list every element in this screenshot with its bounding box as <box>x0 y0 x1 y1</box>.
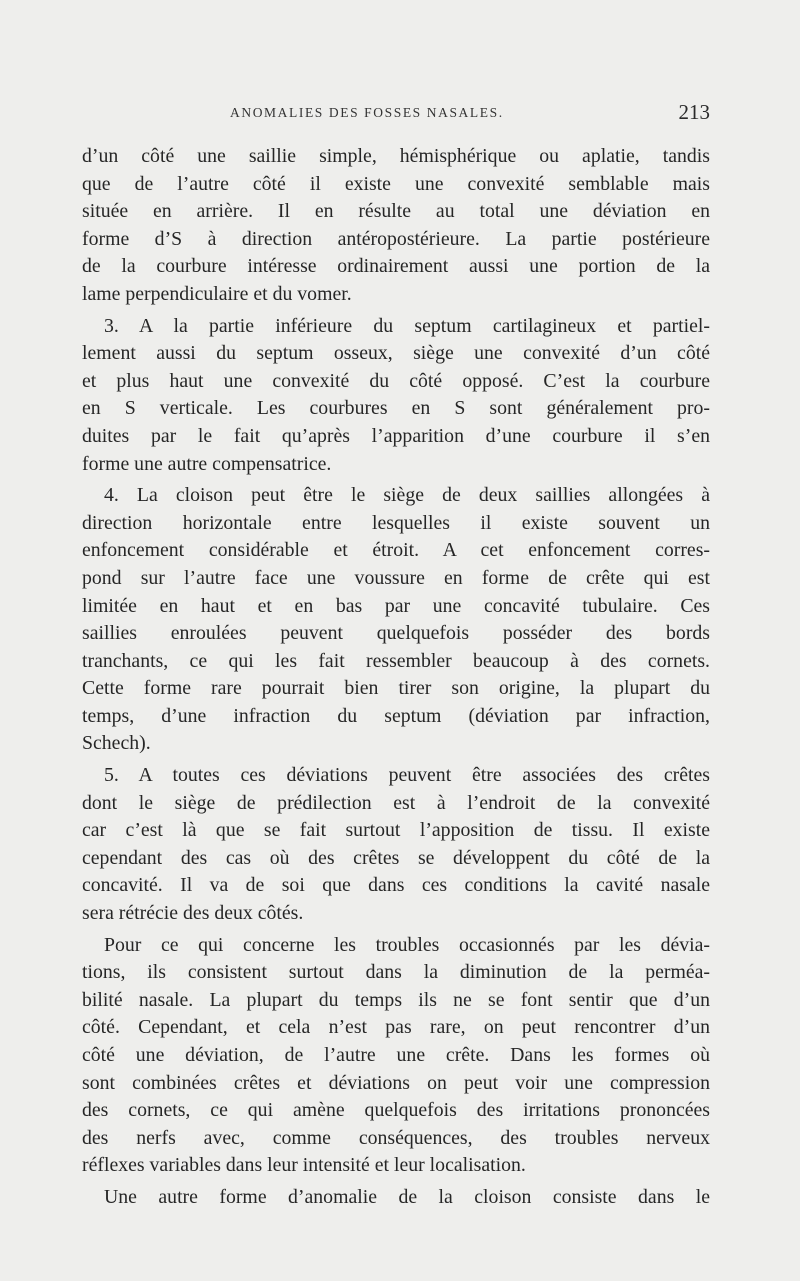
text-line: bilité nasale. La plupart du temps ils ne se font sentir que d’un <box>82 988 710 1011</box>
text-line: lement aussi du septum osseux, siège une convexité d’un côté <box>82 342 710 365</box>
text-line: cependant des cas où des crêtes se développent du côté de la <box>82 846 710 869</box>
text-line: limitée en haut et en bas par une concavité tubulaire. Ces <box>82 594 710 617</box>
text-line: Schech). <box>82 732 151 755</box>
text-line: pond sur l’autre face une voussure en forme de crête qui est <box>82 566 710 589</box>
text-line: Cette forme rare pourrait bien tirer son origine, la plupart du <box>82 677 710 700</box>
text-line: lame perpendiculaire et du vomer. <box>82 282 352 305</box>
text-line: car c’est là que se fait surtout l’apposition de tissu. Il existe <box>82 819 710 842</box>
text-line: 3. A la partie inférieure du septum cartilagineux et partiel- <box>104 314 710 337</box>
text-line: d’un côté une saillie simple, hémisphérique ou aplatie, tandis <box>82 145 710 167</box>
text-line: tions, ils consistent surtout dans la diminution de la perméa- <box>82 961 710 984</box>
text-line: côté. Cependant, et cela n’est pas rare, on peut rencontrer d’un <box>82 1016 710 1039</box>
text-line: réflexes variables dans leur intensité et leur localisation. <box>82 1154 526 1177</box>
text-line: située en arrière. Il en résulte au total une déviation en <box>82 200 710 223</box>
paragraph <box>82 932 710 1180</box>
paragraph <box>82 482 710 758</box>
running-head <box>82 100 710 133</box>
text-line: saillies enroulées peuvent quelquefois posséder des bords <box>82 622 710 645</box>
text-line: 4. La cloison peut être le siège de deux saillies allongées à <box>104 484 710 507</box>
text-line: Pour ce qui concerne les troubles occasionnés par les dévia- <box>104 933 710 956</box>
text-line: 5. A toutes ces déviations peuvent être associées des crêtes <box>104 764 710 787</box>
text-line: sera rétrécie des deux côtés. <box>82 902 304 925</box>
text-line: en S verticale. Les courbures en S sont généralement pro- <box>82 397 710 420</box>
text-line: temps, d’une infraction du septum (déviation par infraction, <box>82 704 710 727</box>
text-line: que de l’autre côté il existe une convexité semblable mais <box>82 172 710 195</box>
text-line: enfoncement considérable et étroit. A cet enfoncement corres- <box>82 539 710 562</box>
text-line: forme une autre compensatrice. <box>82 452 332 475</box>
text-line: de la courbure intéresse ordinairement aussi une portion de la <box>82 255 710 278</box>
paragraph <box>82 313 710 479</box>
text-line: sont combinées crêtes et déviations on peut voir une compression <box>82 1071 710 1094</box>
paragraph <box>82 762 710 928</box>
text-line: Une autre forme d’anomalie de la cloison consiste dans le <box>104 1185 710 1208</box>
text-line: duites par le fait qu’après l’apparition d’une courbure il s’en <box>82 424 710 447</box>
text-line: des cornets, ce qui amène quelquefois des irritations prononcées <box>82 1099 710 1122</box>
text-line: dont le siège de prédilection est à l’endroit de la convexité <box>82 791 710 814</box>
text-line: forme d’S à direction antéropostérieure. La partie postérieure <box>82 227 710 250</box>
text-body <box>82 143 710 1212</box>
text-line: et plus haut une convexité du côté opposé. C’est la courbure <box>82 369 710 392</box>
text-line: direction horizontale entre lesquelles il existe souvent un <box>82 511 710 534</box>
text-line: côté une déviation, de l’autre une crête. Dans les formes où <box>82 1044 710 1066</box>
running-title: ANOMALIES DES FOSSES NASALES. <box>230 105 504 120</box>
text-line: tranchants, ce qui les fait ressembler beaucoup à des cornets. <box>82 649 710 672</box>
text-line: des nerfs avec, comme conséquences, des troubles nerveux <box>82 1126 710 1149</box>
page-number: 213 <box>678 100 710 124</box>
text-line: concavité. Il va de soi que dans ces conditions la cavité nasale <box>82 874 710 897</box>
paragraph <box>82 143 710 309</box>
paragraph <box>82 1184 710 1212</box>
